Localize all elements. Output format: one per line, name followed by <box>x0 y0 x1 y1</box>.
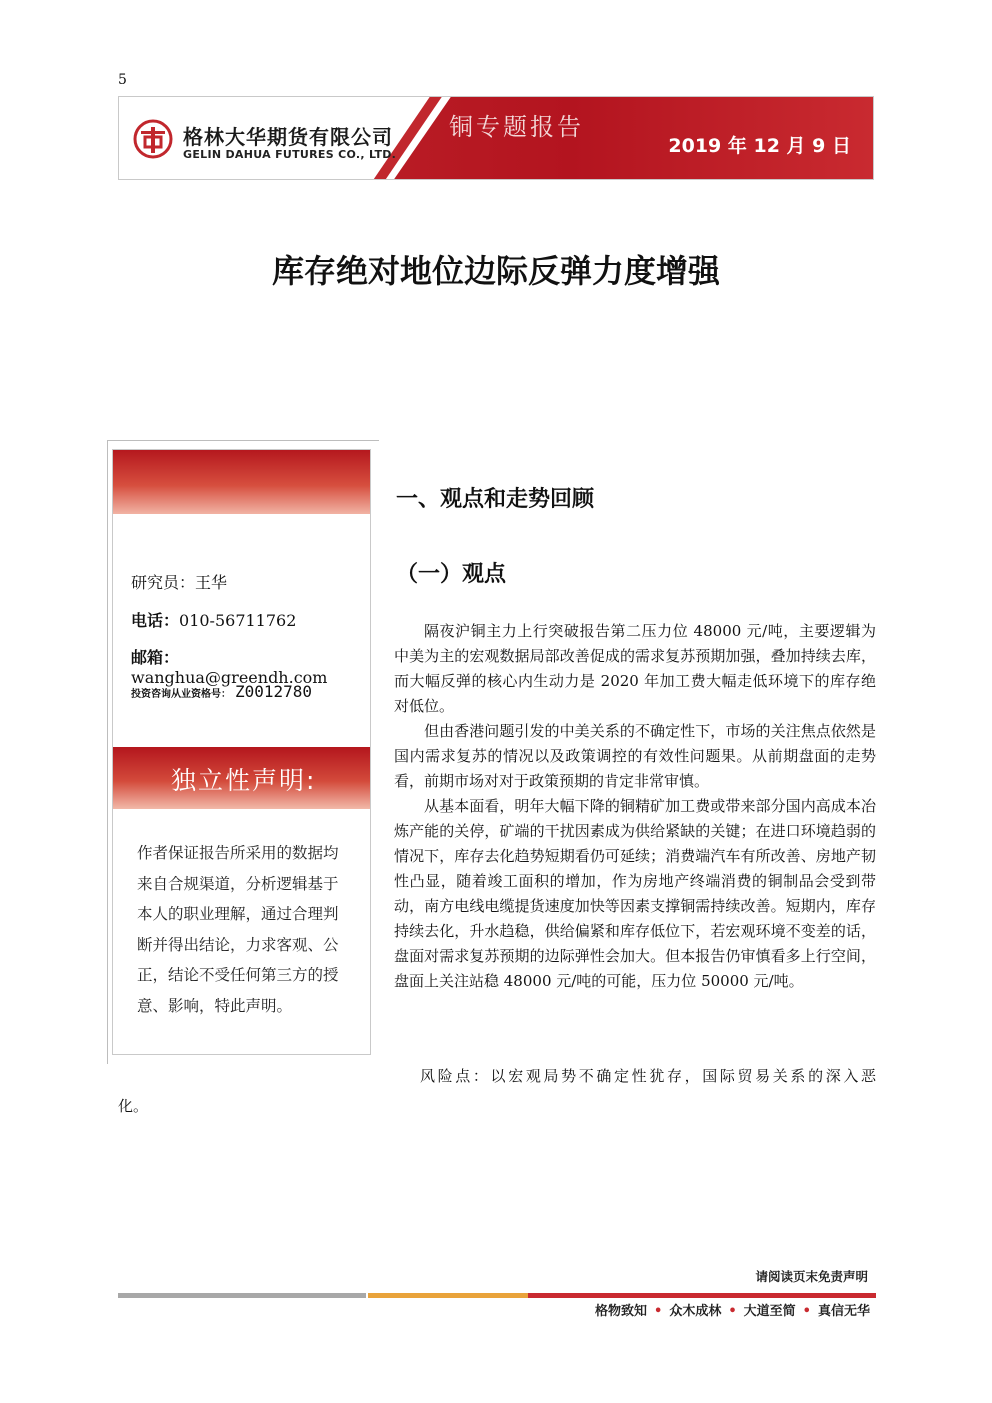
footer-bar-orange <box>368 1293 528 1298</box>
paragraph: 从基本面看，明年大幅下降的铜精矿加工费或带来部分国内高成本冶炼产能的关停，矿端的干扰因素成为供给紧缺的关键；在进口环境趋弱的情况下，库存去化趋势短期看仍可延续；消费端汽车有所改善、房地产韧性凸显，随着竣工面积的增加，作为房地产终端消费的铜制品会受到带动，南方电线电缆提货速度加快等因素支撑铜需持续改善。短期内，库存持续去化，升水趋稳，供给偏紧和库存低位下，若宏观环境不变差的话，盘面对需求复苏预期的边际弹性会加大。但本报告仍审慎看多上行空间，盘面上关注站稳 48000 元/吨的可能，压力位 50000 元/吨。 <box>394 797 876 990</box>
sidebar-top-band <box>113 450 370 514</box>
analyst-sidebar <box>112 449 371 1055</box>
risk-line-1: 风险点：以宏观局势不确定性犹存，国际贸易关系的深入恶 <box>420 1067 876 1085</box>
phone-value: 010-56711762 <box>179 611 297 630</box>
email-value[interactable]: wanghua@greendh.com <box>131 668 328 687</box>
report-date: 2019 年 12 月 9 日 <box>668 135 851 157</box>
bullet-dot-icon: • <box>654 1304 663 1319</box>
paragraph: 但由香港问题引发的中美关系的不确定性下，市场的关注焦点依然是国内需求复苏的情况以及政策调控的有效性问题果。从前期盘面的走势看，前期市场对对于政策预期的肯定非常审慎。 <box>394 722 876 790</box>
report-type-label: 铜专题报告 <box>449 113 584 141</box>
researcher-name: 研究员：王华 <box>131 573 228 592</box>
independence-band <box>113 747 370 809</box>
qualification-line <box>131 682 312 701</box>
subsection-heading: （一）观点 <box>396 562 507 587</box>
email-line <box>131 645 370 687</box>
bullet-dot-icon: • <box>728 1304 737 1319</box>
document-title: 库存绝对地位边际反弹力度增强 <box>271 252 720 290</box>
bullet-dot-icon: • <box>802 1304 811 1319</box>
slogan: 大道至简 <box>743 1304 796 1319</box>
viewpoint-body <box>394 619 876 994</box>
slogan: 格物致知 <box>595 1304 648 1319</box>
independence-title: 独立性声明: <box>171 766 317 795</box>
slogan: 众木成林 <box>669 1304 722 1319</box>
phone-label: 电话： <box>131 611 180 630</box>
disclaimer-notice: 请阅读页末免责声明 <box>755 1269 868 1284</box>
footer-bar-red <box>528 1293 876 1298</box>
footer-bar-gray <box>118 1293 366 1298</box>
company-name-en: GELIN DAHUA FUTURES CO., LTD. <box>183 148 397 161</box>
independence-disclaimer: 作者保证报告所采用的数据均来自合规渠道，分析逻辑基于本人的职业理解，通过合理判断并得出结论，力求客观、公正，结论不受任何第三方的授意、影响，特此声明。 <box>137 844 339 1015</box>
page-number: 5 <box>118 72 127 88</box>
qualification-label: 投资咨询从业资格号： <box>131 689 231 700</box>
phone-line <box>131 608 296 631</box>
report-header-banner <box>118 96 874 180</box>
section-heading: 一、观点和走势回顾 <box>396 487 595 512</box>
risk-statement <box>118 1061 876 1121</box>
company-logo-icon <box>133 119 173 159</box>
email-label: 邮箱： <box>131 648 180 667</box>
paragraph: 隔夜沪铜主力上行突破报告第二压力位 48000 元/吨，主要逻辑为中美为主的宏观数据局部改善促成的需求复苏预期加强，叠加持续去库，而大幅反弹的核心内生动力是 2020 年加工费大幅走低环境下的库存绝对低位。 <box>394 622 876 715</box>
footer-slogans <box>595 1300 870 1319</box>
slogan: 真信无华 <box>817 1304 870 1319</box>
risk-line-2: 化。 <box>118 1097 149 1115</box>
qualification-value: Z0012780 <box>235 682 313 701</box>
company-name-cn: 格林大华期货有限公司 <box>183 125 393 149</box>
